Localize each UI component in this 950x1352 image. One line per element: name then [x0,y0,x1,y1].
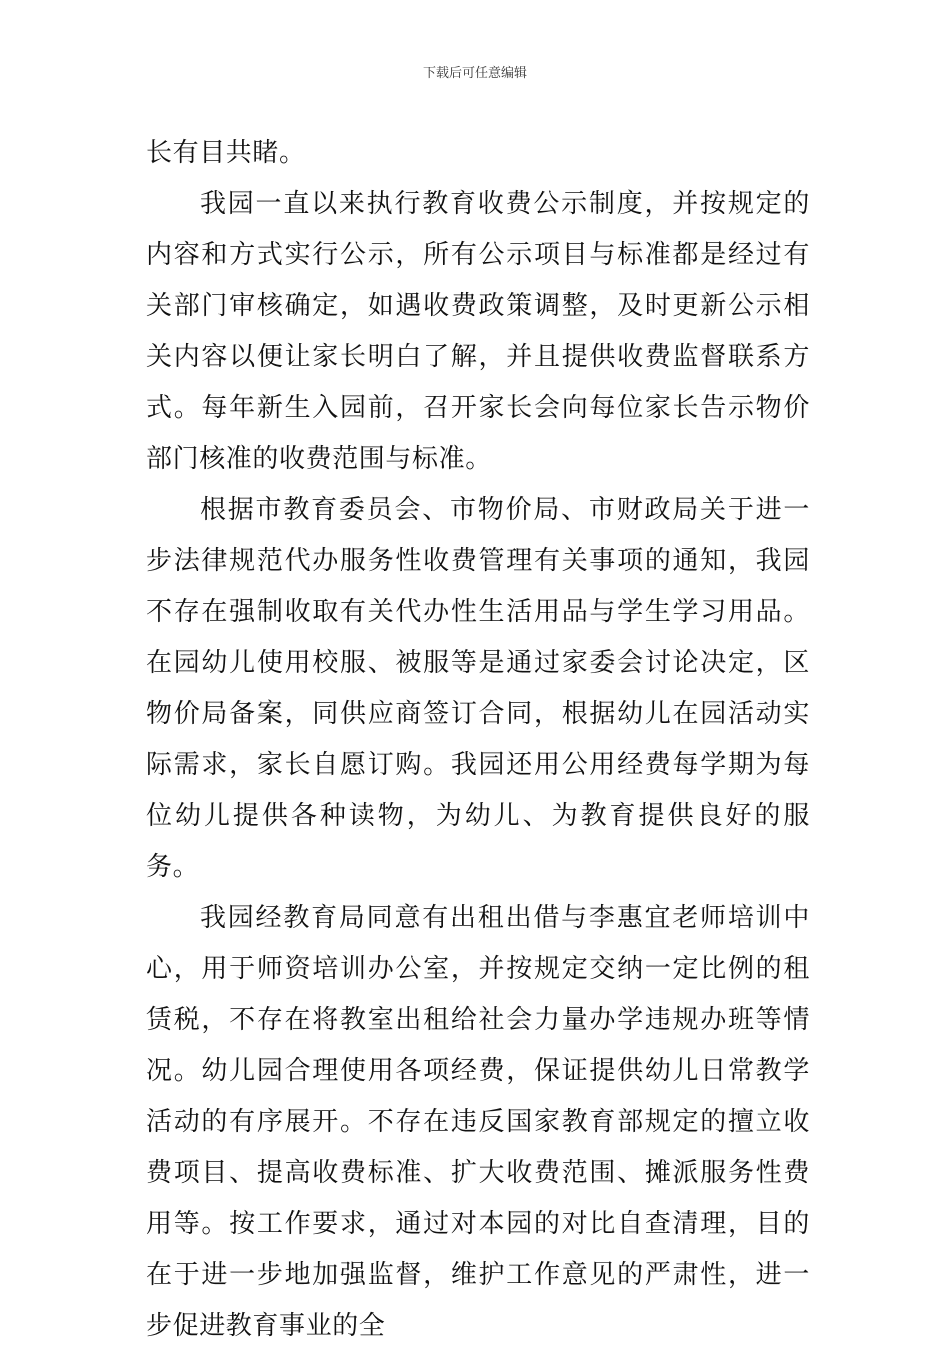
document-body [146,128,810,1352]
paragraph-rental-and-funds: 我园经教育局同意有出租出借与李惠宜老师培训中心，用于师资培训办公室，并按规定交纳一定比例的租赁税，不存在将教室出租给社会力量办学违规办班等情况。幼儿园合理使用各项经费，保证提供幼儿日常教学活动的有序展开。不存在违反国家教育部规定的擅立收费项目、提高收费标准、扩大收费范围、摊派服务性费用等。按工作要求，通过对本园的对比自查清理，目的在于进一步地加强监督，维护工作意见的严肃性，进一步促进教育事业的全 [146,903,810,1341]
paragraph-continuation: 长有目共睹。 [146,138,306,168]
page-header-note: 下载后可任意编辑 [422,66,527,81]
paragraph-fee-disclosure: 我园一直以来执行教育收费公示制度，并按规定的内容和方式实行公示，所有公示项目与标准都是经过有关部门审核确定，如遇收费政策调整，及时更新公示相关内容以便让家长明白了解，并且提供收费监督联系方式。每年新生入园前，召开家长会向每位家长告示物价部门核准的收费范围与标准。 [146,189,810,474]
paragraph-agency-fees: 根据市教育委员会、市物价局、市财政局关于进一步法律规范代办服务性收费管理有关事项的通知，我园不存在强制收取有关代办性生活用品与学生学习用品。在园幼儿使用校服、被服等是通过家委会讨论决定，区物价局备案，同供应商签订合同，根据幼儿在园活动实际需求，家长自愿订购。我园还用公用经费每学期为每位幼儿提供各种读物，为幼儿、为教育提供良好的服务。 [146,495,810,882]
